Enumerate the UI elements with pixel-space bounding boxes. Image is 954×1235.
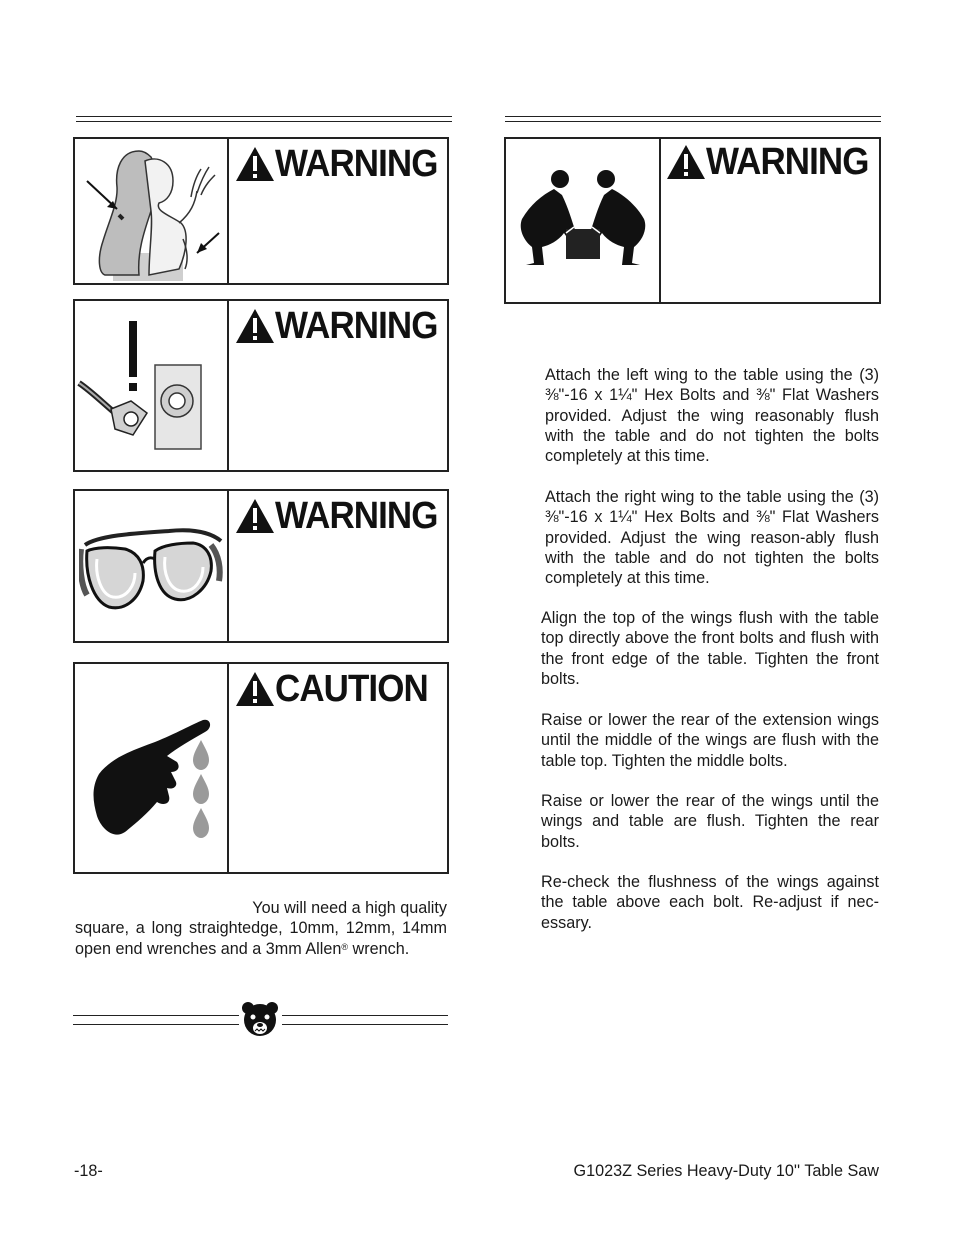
step-align-rear: Raise or lower the rear of the wings until the wings and table are flush. Tighten the rear bolts. <box>541 792 879 851</box>
two-person-lift-figure <box>514 167 652 277</box>
section-end-rule-left <box>73 1015 239 1025</box>
safety-glasses-figure <box>79 515 223 625</box>
tools-paragraph <box>75 898 447 959</box>
warning-triangle-icon <box>666 144 706 180</box>
tools-paragraph-lead: You will need a high quality <box>252 899 447 917</box>
registered-mark: ® <box>341 941 349 952</box>
warning-label: WARNING <box>275 495 438 537</box>
left-header-rule <box>76 116 452 122</box>
step-recheck: Re-check the flushness of the wings against the table above each bolt. Re-adjust if nec-essary. <box>541 873 879 932</box>
warning-label: WARNING <box>706 141 869 183</box>
tools-paragraph-tail: wrench. <box>352 939 410 958</box>
warning-box-heavy-lift <box>504 137 881 304</box>
section-end-rule-right <box>282 1015 448 1025</box>
page-number: -18- <box>74 1162 103 1180</box>
warning-box-hair <box>73 137 449 285</box>
cut-finger-figure <box>85 708 221 848</box>
warning-triangle-icon <box>235 146 275 182</box>
warning-triangle-icon <box>235 498 275 534</box>
long-hair-and-loose-clothing-figure <box>79 141 223 281</box>
step-left-wing: Attach the left wing to the table using the (3) ⅜"-16 x 1¼" Hex Bolts and ⅜" Flat Washers provided. Adjust the wing reasonably flush with the table and do not tighten the bolts completely at this time. <box>545 366 879 466</box>
warning-label: WARNING <box>275 305 438 347</box>
caution-box-sharp-edges <box>73 662 449 874</box>
tools-paragraph-body: square, a long straightedge, 10mm, 12mm, 14mm open end wrenches and a 3mm Allen <box>75 919 447 958</box>
warning-label: WARNING <box>275 143 438 185</box>
right-header-rule <box>505 116 881 122</box>
warning-triangle-icon <box>235 671 275 707</box>
step-right-wing: Attach the right wing to the table using the (3) ⅜"-16 x 1¼" Hex Bolts and ⅜" Flat Washers provided. Adjust the wing reason-ably flush with the table and do not tighten the bolts completely at this time. <box>545 488 879 588</box>
warning-box-electrical <box>73 299 449 472</box>
bear-head-logo <box>240 1000 280 1040</box>
caution-label: CAUTION <box>275 668 428 710</box>
warning-box-eye-protection <box>73 489 449 643</box>
warning-triangle-icon <box>235 308 275 344</box>
manual-title: G1023Z Series Heavy-Duty 10'' Table Saw <box>573 1162 879 1180</box>
step-align-front: Align the top of the wings flush with the table top directly above the front bolts and flush with the front edge of the table. Tighten the front bolts. <box>541 609 879 688</box>
plug-and-outlet-figure <box>77 313 223 463</box>
step-align-middle: Raise or lower the rear of the extension wings until the middle of the wings are flush with the table top. Tighten the middle bolts. <box>541 711 879 770</box>
